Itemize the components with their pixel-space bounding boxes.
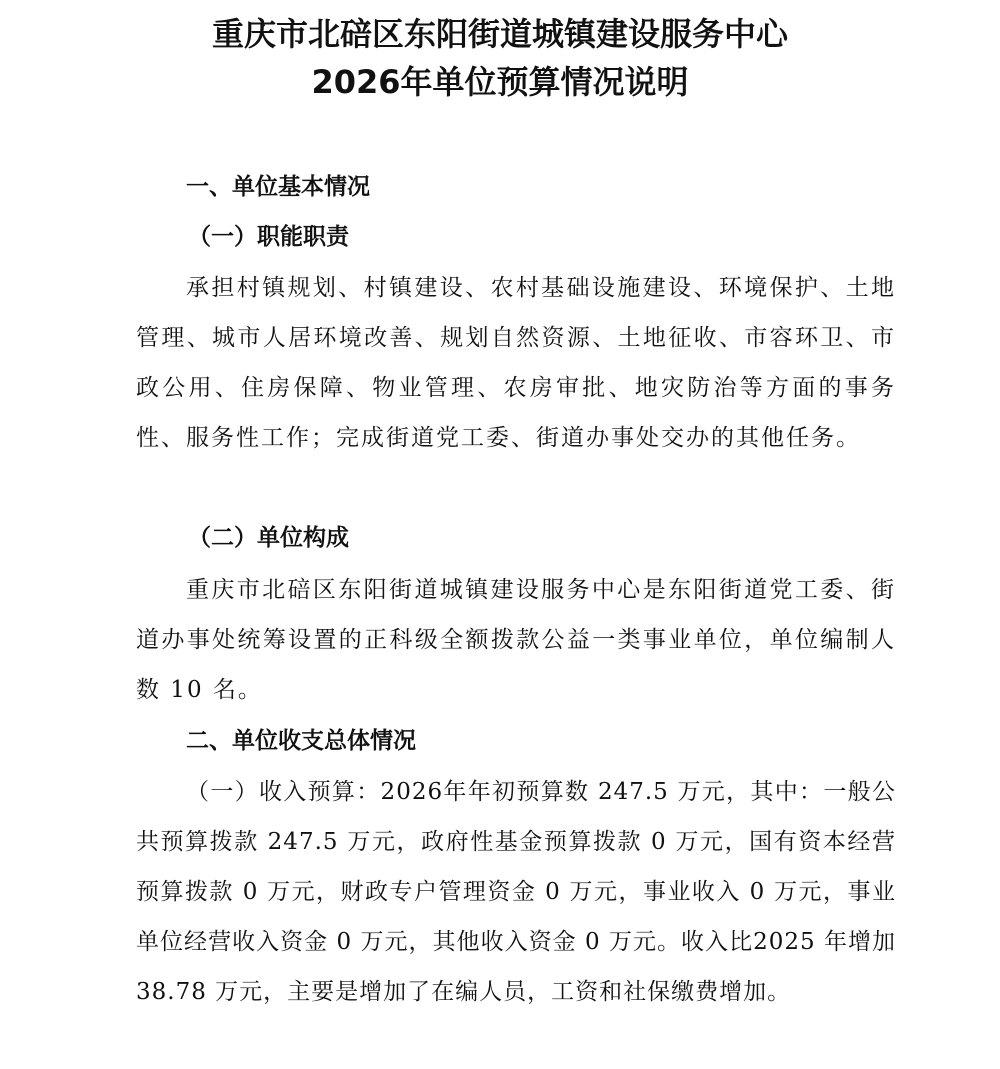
section1-sub1-heading: （一）职能职责 — [188, 223, 349, 250]
section1-heading: 一、单位基本情况 — [186, 174, 370, 200]
document-title-line1: 重庆市北碚区东阳街道城镇建设服务中心 — [211, 15, 788, 53]
document-title-line2: 2026年单位预算情况说明 — [311, 63, 689, 101]
section2-heading: 二、单位收支总体情况 — [186, 728, 416, 754]
section1-sub2-paragraph: 重庆市北碚区东阳街道城镇建设服务中心是东阳街道党工委、街道办事处统筹设置的正科级全额拨款公益一类事业单位，单位编制人数 10 名。 — [136, 577, 896, 703]
section1-sub1-paragraph: 承担村镇规划、村镇建设、农村基础设施建设、环境保护、土地管理、城市人居环境改善、规划自然资源、土地征收、市容环卫、市政公用、住房保障、物业管理、农房审批、地灾防治等方面的事务性、服务性工作；完成街道党工委、街道办事处交办的其他任务。 — [136, 275, 896, 451]
section1-sub2-heading: （二）单位构成 — [188, 524, 349, 551]
section2-sub1-paragraph: （一）收入预算：2026年年初预算数 247.5 万元，其中：一般公共预算拨款 247.5 万元，政府性基金预算拨款 0 万元，国有资本经营预算拨款 0 万元，财政专户管理资金 0 万元，事业收入 0 万元，事业单位经营收入资金 0 万元，其他收入资金 0 万元。收入比2025 年增加 38.78 万元，主要是增加了在编人员，工资和社保缴费增加。 — [136, 779, 896, 1005]
